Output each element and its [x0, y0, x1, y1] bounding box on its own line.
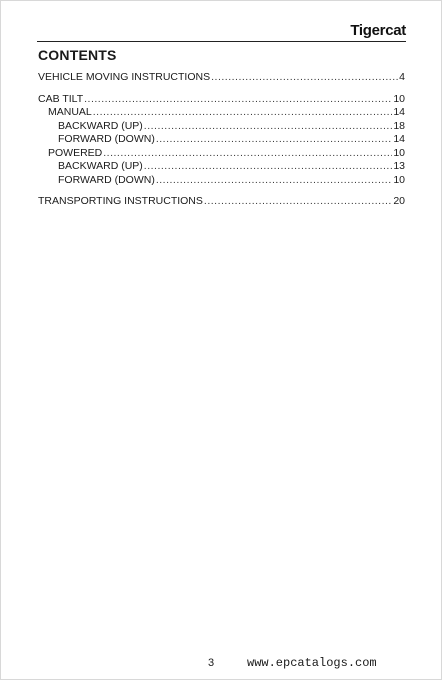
toc-entry-label: MANUAL	[48, 106, 92, 118]
toc-leader-dots	[156, 133, 392, 147]
toc-entry-label: CAB TILT	[38, 92, 84, 105]
toc-entry-page: 13	[393, 160, 405, 172]
toc-leader-dots	[204, 195, 392, 209]
header-rule	[37, 41, 406, 42]
toc-entry-powered-backward-up[interactable]	[38, 160, 405, 174]
toc-entry-vehicle-moving-instructions[interactable]	[38, 71, 405, 85]
toc-entry-page: 10	[393, 92, 405, 105]
toc-leader-dots	[93, 106, 393, 120]
toc-entry-label: POWERED	[48, 146, 103, 159]
page-number: 3	[208, 657, 215, 669]
toc-entry-manual[interactable]	[38, 106, 405, 120]
toc-leader-dots	[144, 160, 393, 174]
toc-entry-page: 10	[393, 173, 405, 186]
toc-entry-page: 10	[393, 146, 405, 159]
toc-entry-transporting-instructions[interactable]	[38, 195, 405, 209]
toc-entry-page: 4	[399, 71, 405, 83]
toc-entry-label: VEHICLE MOVING INSTRUCTIONS	[38, 71, 211, 83]
toc-entry-label: FORWARD (DOWN)	[58, 173, 155, 186]
toc-entry-cab-tilt[interactable]	[38, 93, 405, 107]
toc-entry-page: 14	[393, 133, 405, 145]
watermark-url: www.epcatalogs.com	[247, 656, 377, 670]
toc-entry-label: BACKWARD (UP)	[58, 119, 143, 132]
toc-entry-label: BACKWARD (UP)	[58, 160, 143, 172]
toc-entry-page: 18	[393, 119, 405, 132]
toc-entry-powered[interactable]	[38, 147, 405, 161]
toc-leader-dots	[211, 71, 398, 85]
toc-leader-dots	[144, 120, 393, 134]
toc-entry-label: FORWARD (DOWN)	[58, 133, 155, 145]
toc-entry-label: TRANSPORTING INSTRUCTIONS	[38, 195, 203, 207]
toc-leader-dots	[156, 174, 392, 188]
toc-entry-manual-forward-down[interactable]	[38, 133, 405, 147]
toc-entry-manual-backward-up[interactable]	[38, 120, 405, 134]
table-of-contents	[38, 71, 405, 209]
page-title: CONTENTS	[38, 47, 117, 63]
toc-leader-dots	[103, 147, 392, 161]
toc-entry-page: 14	[393, 106, 405, 118]
toc-leader-dots	[84, 93, 392, 107]
toc-entry-page: 20	[393, 195, 405, 207]
toc-entry-powered-forward-down[interactable]	[38, 174, 405, 188]
brand-logo: Tigercat	[350, 22, 406, 39]
